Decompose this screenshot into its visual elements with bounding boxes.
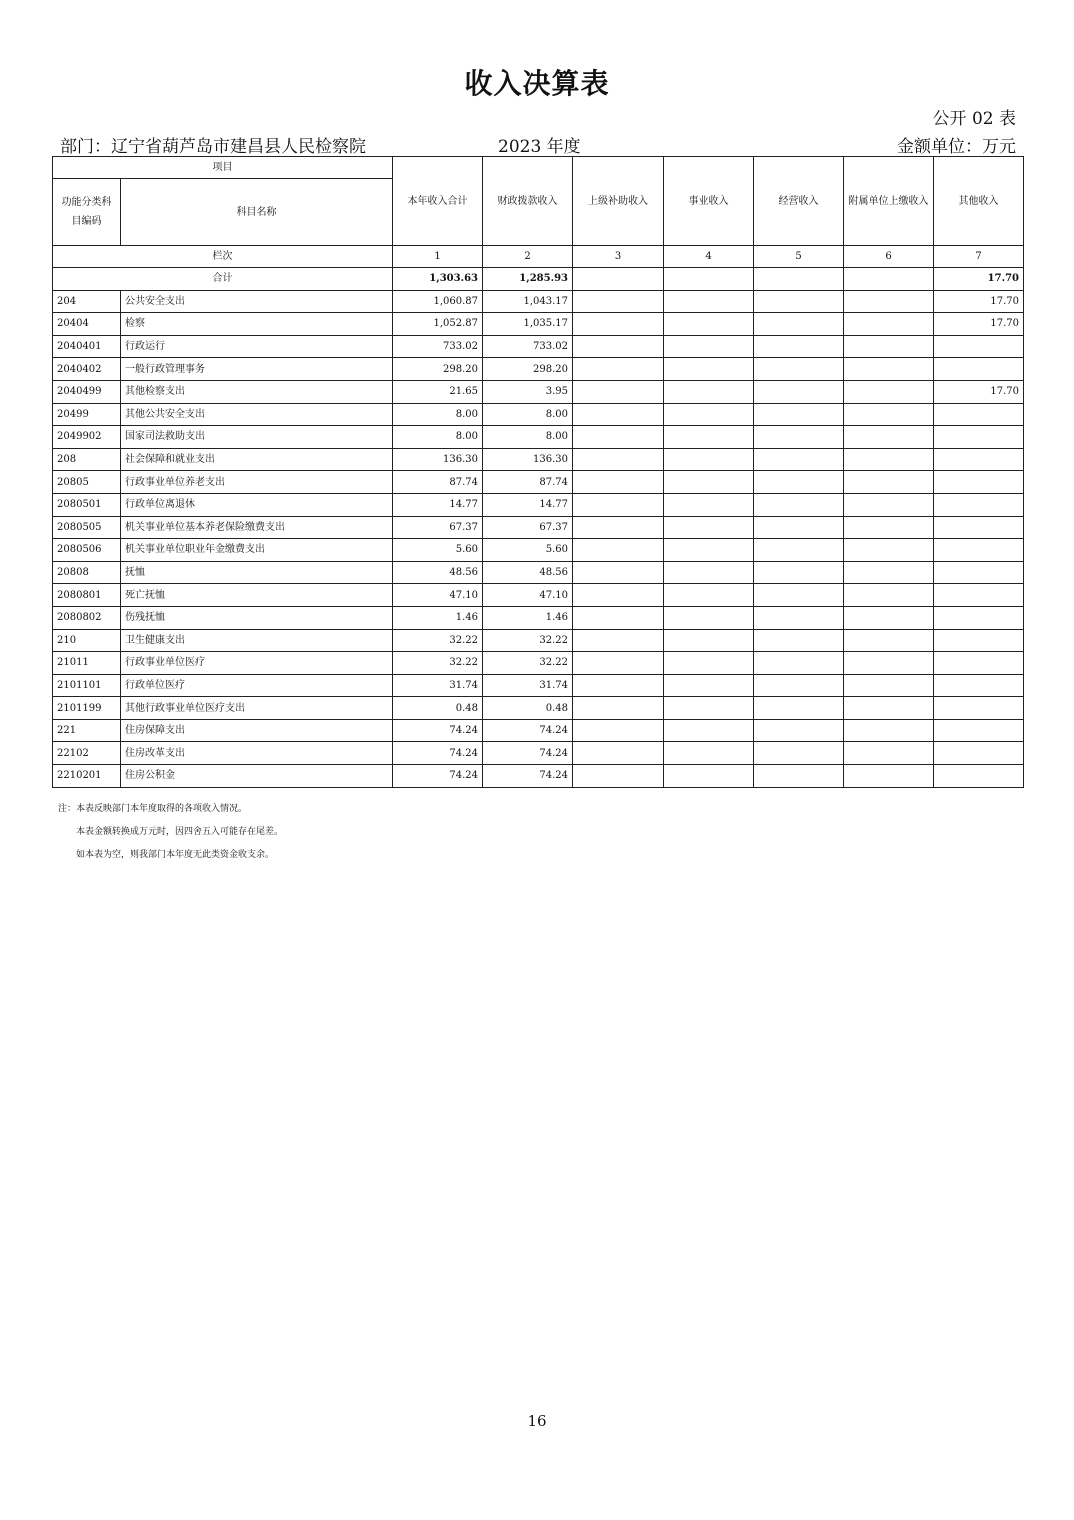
row-amount-cell [573,493,664,516]
header-superior-subsidy: 上级补助收入 [573,157,664,246]
row-amount-cell: 31.74 [483,674,573,697]
table-row [53,380,1024,403]
row-amount-cell [844,697,934,720]
table-row [53,448,1024,471]
row-amount-cell [844,765,934,788]
row-amount-cell: 67.37 [393,516,483,539]
row-code: 204 [53,290,121,313]
row-amount-cell [934,719,1024,742]
row-amount-cell [573,765,664,788]
row-code: 2210201 [53,765,121,788]
header-project: 项目 [53,157,393,179]
total-cell [754,268,844,291]
row-amount-cell [664,471,754,494]
row-amount-cell: 5.60 [483,539,573,562]
row-subject-name: 行政事业单位医疗 [121,652,393,675]
row-amount-cell: 733.02 [483,335,573,358]
row-amount-cell [844,561,934,584]
row-amount-cell [934,471,1024,494]
table-row [53,313,1024,336]
table-row [53,697,1024,720]
row-code: 208 [53,448,121,471]
header-business-income: 事业收入 [664,157,754,246]
row-amount-cell [664,358,754,381]
row-subject-name: 行政运行 [121,335,393,358]
header-fiscal-income: 财政拨款收入 [483,157,573,246]
row-amount-cell: 1.46 [483,606,573,629]
row-code: 21011 [53,652,121,675]
row-amount-cell [754,674,844,697]
table-row [53,606,1024,629]
row-amount-cell [573,652,664,675]
row-amount-cell [934,674,1024,697]
row-subject-name: 其他公共安全支出 [121,403,393,426]
row-amount-cell [754,290,844,313]
row-amount-cell [934,403,1024,426]
row-amount-cell [664,674,754,697]
row-amount-cell [754,606,844,629]
row-amount-cell: 17.70 [934,290,1024,313]
row-amount-cell: 21.65 [393,380,483,403]
row-subject-name: 死亡抚恤 [121,584,393,607]
table-row [53,358,1024,381]
row-amount-cell [754,584,844,607]
row-amount-cell [573,380,664,403]
table-row [53,290,1024,313]
table-row [53,742,1024,765]
row-amount-cell [573,539,664,562]
row-amount-cell [754,448,844,471]
row-amount-cell [934,358,1024,381]
row-amount-cell [573,674,664,697]
header-subject-name: 科目名称 [121,179,393,246]
row-amount-cell [664,380,754,403]
row-amount-cell [844,606,934,629]
table-row [53,652,1024,675]
row-amount-cell [844,539,934,562]
row-amount-cell [573,290,664,313]
row-amount-cell [844,719,934,742]
row-amount-cell: 733.02 [393,335,483,358]
note-line: 本表金额转换成万元时，因四舍五入可能存在尾差。 [76,827,284,837]
row-amount-cell [664,539,754,562]
row-amount-cell [754,629,844,652]
table-row [53,561,1024,584]
row-amount-cell [934,561,1024,584]
row-amount-cell: 8.00 [393,426,483,449]
row-amount-cell: 298.20 [393,358,483,381]
table-row [53,403,1024,426]
row-amount-cell [844,584,934,607]
row-amount-cell: 47.10 [483,584,573,607]
total-cell: 1,303.63 [393,268,483,291]
column-index-6: 6 [844,246,934,268]
total-cell [664,268,754,291]
table-notes [58,798,283,867]
row-amount-cell [664,290,754,313]
row-amount-cell [844,335,934,358]
row-code: 22102 [53,742,121,765]
column-index-label: 栏次 [53,246,393,268]
row-amount-cell: 1.46 [393,606,483,629]
row-amount-cell [664,697,754,720]
row-amount-cell: 5.60 [393,539,483,562]
row-code: 2080506 [53,539,121,562]
row-amount-cell [573,313,664,336]
row-amount-cell [664,606,754,629]
table-row [53,516,1024,539]
row-amount-cell: 74.24 [393,765,483,788]
column-index-1: 1 [393,246,483,268]
row-amount-cell [844,742,934,765]
column-index-2: 2 [483,246,573,268]
row-code: 2080501 [53,493,121,516]
row-amount-cell [844,358,934,381]
total-row [53,268,1024,291]
row-amount-cell [754,516,844,539]
row-amount-cell [664,313,754,336]
row-amount-cell: 32.22 [483,629,573,652]
row-code: 20805 [53,471,121,494]
row-code: 2040499 [53,380,121,403]
row-amount-cell: 87.74 [393,471,483,494]
row-amount-cell [754,493,844,516]
row-amount-cell [754,426,844,449]
row-amount-cell: 1,043.17 [483,290,573,313]
form-number: 公开 02 表 [932,109,1016,129]
row-code: 221 [53,719,121,742]
row-amount-cell: 17.70 [934,313,1024,336]
row-amount-cell: 136.30 [393,448,483,471]
row-amount-cell [844,448,934,471]
row-amount-cell: 0.48 [483,697,573,720]
row-amount-cell [844,290,934,313]
row-amount-cell [754,380,844,403]
column-index-5: 5 [754,246,844,268]
row-amount-cell [664,765,754,788]
row-amount-cell: 136.30 [483,448,573,471]
row-amount-cell: 32.22 [483,652,573,675]
row-amount-cell [664,629,754,652]
row-amount-cell [664,426,754,449]
row-amount-cell [573,471,664,494]
row-amount-cell [573,606,664,629]
row-amount-cell [934,516,1024,539]
column-index-4: 4 [664,246,754,268]
header-operating-income: 经营收入 [754,157,844,246]
row-amount-cell [754,358,844,381]
row-amount-cell [934,652,1024,675]
total-label: 合计 [53,268,393,291]
row-amount-cell: 1,052.87 [393,313,483,336]
total-cell: 17.70 [934,268,1024,291]
row-amount-cell: 74.24 [393,719,483,742]
page-number: 16 [527,1412,547,1430]
row-amount-cell: 74.24 [483,765,573,788]
header-total-income: 本年收入合计 [393,157,483,246]
total-cell [844,268,934,291]
row-code: 2040401 [53,335,121,358]
header-affiliated-income: 附属单位上缴收入 [844,157,934,246]
row-amount-cell [754,335,844,358]
table-row [53,765,1024,788]
table-row [53,493,1024,516]
row-amount-cell [573,403,664,426]
row-amount-cell [754,719,844,742]
row-amount-cell [754,652,844,675]
row-amount-cell [934,629,1024,652]
row-amount-cell [573,426,664,449]
row-amount-cell [934,765,1024,788]
row-amount-cell [844,426,934,449]
header-other-income: 其他收入 [934,157,1024,246]
row-subject-name: 其他行政事业单位医疗支出 [121,697,393,720]
row-amount-cell [844,403,934,426]
row-amount-cell: 17.70 [934,380,1024,403]
row-amount-cell: 1,060.87 [393,290,483,313]
row-subject-name: 住房保障支出 [121,719,393,742]
row-amount-cell [754,561,844,584]
row-code: 20808 [53,561,121,584]
row-subject-name: 检察 [121,313,393,336]
row-amount-cell [573,358,664,381]
row-amount-cell [844,674,934,697]
row-amount-cell [934,742,1024,765]
row-amount-cell: 298.20 [483,358,573,381]
column-index-3: 3 [573,246,664,268]
row-amount-cell [754,742,844,765]
row-amount-cell [754,313,844,336]
row-amount-cell: 87.74 [483,471,573,494]
row-amount-cell: 48.56 [483,561,573,584]
row-amount-cell [664,335,754,358]
row-amount-cell [934,448,1024,471]
row-code: 2101199 [53,697,121,720]
note-line: 如本表为空，则我部门本年度无此类资金收支余。 [76,850,275,860]
row-amount-cell: 74.24 [483,742,573,765]
table-row [53,426,1024,449]
row-amount-cell [664,493,754,516]
row-code: 2040402 [53,358,121,381]
row-amount-cell [934,584,1024,607]
row-subject-name: 社会保障和就业支出 [121,448,393,471]
table-row [53,719,1024,742]
row-subject-name: 卫生健康支出 [121,629,393,652]
row-amount-cell [573,448,664,471]
total-cell [573,268,664,291]
row-amount-cell [844,493,934,516]
department-label: 部门：辽宁省葫芦岛市建昌县人民检察院 [60,137,366,157]
row-amount-cell [664,516,754,539]
row-amount-cell [934,539,1024,562]
row-amount-cell: 48.56 [393,561,483,584]
row-amount-cell: 31.74 [393,674,483,697]
row-subject-name: 公共安全支出 [121,290,393,313]
row-amount-cell [754,403,844,426]
row-code: 2080802 [53,606,121,629]
row-amount-cell [573,584,664,607]
row-amount-cell [573,697,664,720]
row-amount-cell [934,335,1024,358]
table-row [53,674,1024,697]
row-amount-cell [664,403,754,426]
row-amount-cell [573,629,664,652]
row-amount-cell [754,765,844,788]
fiscal-year: 2023 年度 [498,137,581,157]
header-function-code: 功能分类科目编码 [53,179,121,246]
row-amount-cell: 47.10 [393,584,483,607]
row-code: 2080801 [53,584,121,607]
row-amount-cell: 1,035.17 [483,313,573,336]
row-amount-cell [573,516,664,539]
row-amount-cell: 74.24 [483,719,573,742]
amount-unit: 金额单位：万元 [897,137,1016,157]
row-amount-cell: 3.95 [483,380,573,403]
row-code: 20404 [53,313,121,336]
row-subject-name: 一般行政管理事务 [121,358,393,381]
row-subject-name: 住房改革支出 [121,742,393,765]
total-cell: 1,285.93 [483,268,573,291]
column-index-7: 7 [934,246,1024,268]
row-code: 2080505 [53,516,121,539]
row-amount-cell: 67.37 [483,516,573,539]
table-row [53,629,1024,652]
row-subject-name: 机关事业单位职业年金缴费支出 [121,539,393,562]
row-amount-cell [754,539,844,562]
row-amount-cell [664,742,754,765]
row-amount-cell: 0.48 [393,697,483,720]
row-code: 2049902 [53,426,121,449]
row-amount-cell: 8.00 [483,426,573,449]
row-amount-cell [573,561,664,584]
row-subject-name: 国家司法救助支出 [121,426,393,449]
row-code: 20499 [53,403,121,426]
table-row [53,584,1024,607]
row-amount-cell [844,380,934,403]
row-subject-name: 行政单位离退休 [121,493,393,516]
table-row [53,539,1024,562]
table-row [53,471,1024,494]
row-amount-cell [844,516,934,539]
row-amount-cell: 74.24 [393,742,483,765]
row-subject-name: 住房公积金 [121,765,393,788]
table-row [53,335,1024,358]
row-amount-cell [844,471,934,494]
row-amount-cell [573,742,664,765]
row-subject-name: 抚恤 [121,561,393,584]
row-amount-cell [664,561,754,584]
row-amount-cell [664,584,754,607]
row-amount-cell [934,493,1024,516]
row-amount-cell [573,335,664,358]
page-title: 收入决算表 [464,67,610,100]
row-amount-cell [754,697,844,720]
row-amount-cell [844,629,934,652]
row-amount-cell: 8.00 [483,403,573,426]
row-subject-name: 机关事业单位基本养老保险缴费支出 [121,516,393,539]
row-amount-cell: 8.00 [393,403,483,426]
row-amount-cell [844,652,934,675]
row-amount-cell [573,719,664,742]
row-amount-cell: 32.22 [393,629,483,652]
row-code: 2101101 [53,674,121,697]
row-amount-cell: 14.77 [483,493,573,516]
note-line: 注：本表反映部门本年度取得的各项收入情况。 [58,804,248,814]
row-amount-cell [844,313,934,336]
row-subject-name: 行政事业单位养老支出 [121,471,393,494]
row-amount-cell [664,652,754,675]
row-amount-cell [664,448,754,471]
row-amount-cell: 32.22 [393,652,483,675]
row-amount-cell [934,697,1024,720]
row-amount-cell [934,606,1024,629]
row-amount-cell [754,471,844,494]
row-amount-cell [664,719,754,742]
row-subject-name: 其他检察支出 [121,380,393,403]
row-code: 210 [53,629,121,652]
row-subject-name: 行政单位医疗 [121,674,393,697]
row-subject-name: 伤残抚恤 [121,606,393,629]
row-amount-cell: 14.77 [393,493,483,516]
income-table [52,156,1024,788]
row-amount-cell [934,426,1024,449]
